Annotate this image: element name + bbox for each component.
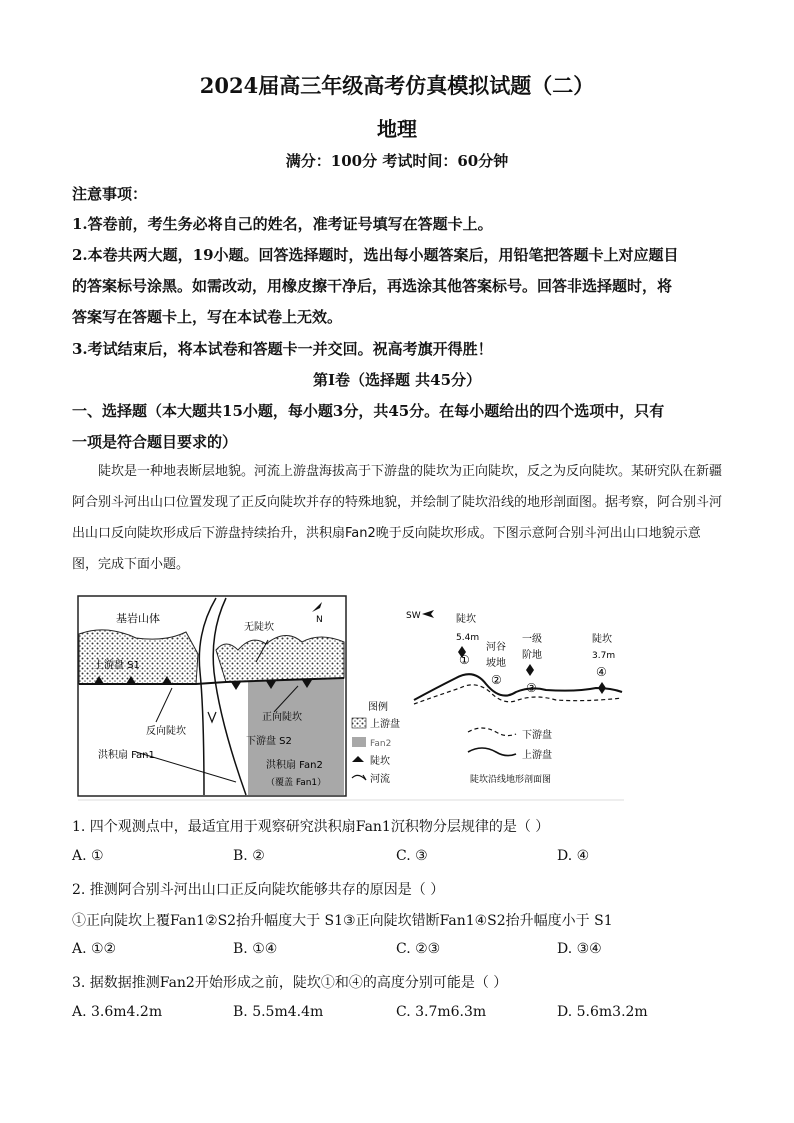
legend-fan2: Fan2 <box>370 739 392 749</box>
profile-p4-height: 3.7m <box>592 651 616 661</box>
part1-line1: 一、选择题（本大题共15小题，每小题3分，共45分。在每小题给出的四个选项中，只有 <box>72 402 665 420</box>
legend-scarp: 陡坎 <box>370 756 390 767</box>
notice-item-2-line3: 答案写在答题卡上，写在本试卷上无效。 <box>72 308 343 326</box>
profile-p3-num: ③ <box>526 681 537 695</box>
profile-p2-num: ② <box>491 673 502 687</box>
q1-option-d[interactable]: D. ④ <box>557 848 590 864</box>
profile-downstream-line <box>414 685 622 704</box>
part1-line2: 一项是符合题目要求的） <box>72 433 238 451</box>
legend-upstream: 上游盘 <box>370 719 400 730</box>
label-fan2: 洪积扇 Fan2 <box>266 760 323 771</box>
profile-sw: SW <box>406 611 421 621</box>
legend-river: 河流 <box>370 774 390 785</box>
label-forward-scarp: 正向陡坎 <box>262 712 302 723</box>
notice-item-2-line1: 2.本卷共两大题，19小题。回答选择题时，选出每小题答案后，用铅笔把答题卡上对应题目 <box>72 246 679 264</box>
label-fan1: 洪积扇 Fan1 <box>98 750 155 761</box>
question-3-stem: 3. 据数据推测Fan2开始形成之前，陡坎①和④的高度分别可能是（ ） <box>72 975 508 991</box>
question-2-stem: 2. 推测阿合别斗河出山口正反向陡坎能够共存的原因是（ ） <box>72 882 445 898</box>
profile-p3-label2: 阶地 <box>522 650 542 661</box>
q2-option-a[interactable]: A. ①② <box>72 941 117 957</box>
profile-legend-down: 下游盘 <box>522 730 552 741</box>
profile-p1-label: 陡坎 <box>456 614 476 625</box>
legend-title: 图例 <box>368 702 388 713</box>
profile-p4-label: 陡坎 <box>592 634 612 645</box>
q2-option-c[interactable]: C. ②③ <box>396 941 441 957</box>
question-2-statements: ①正向陡坎上覆Fan1②S2抬升幅度大于 S1③正向陡坎错断Fan1④S2抬升幅度小于 S1 <box>72 913 613 929</box>
notice-item-3: 3.考试结束后，将本试卷和答题卡一并交回。祝高考旗开得胜！ <box>72 340 493 358</box>
profile-legend-up: 上游盘 <box>522 750 552 761</box>
label-downstream-s2: 下游盘 S2 <box>246 736 292 747</box>
profile-p4-num: ④ <box>596 665 607 679</box>
q1-option-b[interactable]: B. ② <box>233 848 265 864</box>
north-label: N <box>316 615 323 625</box>
legend <box>352 700 400 785</box>
label-bedrock: 基岩山体 <box>116 612 160 625</box>
notice-item-2-line2: 的答案标号涂黑。如需改动，用橡皮擦干净后，再选涂其他答案标号。回答非选择题时，将 <box>72 277 673 295</box>
q2-option-d[interactable]: D. ③④ <box>557 941 602 957</box>
q1-option-c[interactable]: C. ③ <box>396 848 428 864</box>
passage: 陡坎是一种地表断层地貌。河流上游盘海拔高于下游盘的陡坎为正向陡坎，反之为反向陡坎。某研究队在新疆阿合别斗河出山口位置发现了正反向陡坎并存的特殊地貌，并绘制了陡坎沿线的地形剖面图。据考察，阿合别斗河出山口反向陡坎形成后下游盘持续抬升，洪积扇Fan2晚于反向陡坎形成。下图示意阿合别斗河出山口地貌示意图，完成下面小题。 <box>72 464 723 572</box>
profile-p1-num: ① <box>459 653 470 667</box>
q3-option-b[interactable]: B. 5.5m4.4m <box>233 1004 324 1020</box>
sw-arrow <box>422 610 434 618</box>
label-fan2-note: （覆盖 Fan1） <box>266 778 327 788</box>
q3-option-a[interactable]: A. 3.6m4.2m <box>72 1004 163 1020</box>
score-time: 满分：100分 考试时间：60分钟 <box>285 152 509 170</box>
section-heading: 第Ⅰ卷（选择题 共45分） <box>312 371 482 389</box>
upstream-area-left <box>79 630 198 684</box>
notice-heading: 注意事项： <box>72 185 148 203</box>
question-1-stem: 1. 四个观测点中，最适宜用于观察研究洪积扇Fan1沉积物分层规律的是（ ） <box>72 819 550 835</box>
profile-upstream-line <box>414 674 622 700</box>
label-reverse-scarp: 反向陡坎 <box>146 726 186 737</box>
profile-p1-height: 5.4m <box>456 633 480 643</box>
profile-p3-label1: 一级 <box>522 634 542 645</box>
exam-title: 2024届高三年级高考仿真模拟试题（二） <box>199 73 595 98</box>
notice-item-1: 1.答卷前，考生务必将自己的姓名，准考证号填写在答题卡上。 <box>72 215 493 233</box>
q2-option-b[interactable]: B. ①④ <box>233 941 278 957</box>
q1-option-a[interactable]: A. ① <box>72 848 104 864</box>
profile <box>406 610 622 785</box>
subject-title: 地理 <box>377 117 417 141</box>
q3-option-c[interactable]: C. 3.7m6.3m <box>396 1004 487 1020</box>
label-no-scarp: 无陡坎 <box>244 622 274 633</box>
profile-p2-label1: 河谷 <box>486 642 506 653</box>
profile-caption: 陡坎沿线地形剖面图 <box>470 775 552 785</box>
q3-option-d[interactable]: D. 5.6m3.2m <box>557 1004 648 1020</box>
label-upstream-s1: 上游盘 S1 <box>94 660 140 671</box>
figure <box>76 592 626 802</box>
profile-p2-label2: 坡地 <box>486 658 506 669</box>
